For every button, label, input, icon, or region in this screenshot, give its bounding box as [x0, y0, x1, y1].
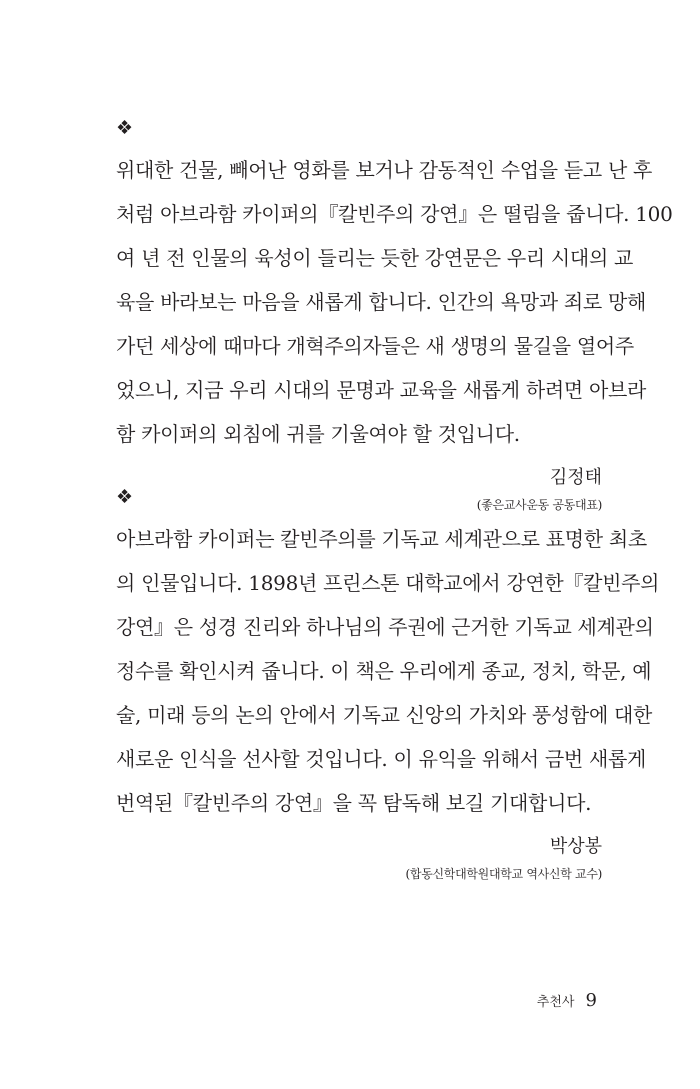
endorser-role: (좋은교사운동 공동대표) — [476, 498, 602, 512]
endorser-role: (합동신학대학원대학교 역사신학 교수) — [405, 867, 602, 881]
page-number: 9 — [585, 990, 597, 1011]
text-line: 강연』은 성경 진리와 하나님의 주권에 근거한 기독교 세계관의 — [116, 615, 654, 639]
endorser-name: 박상봉 — [549, 836, 602, 857]
endorsement-2 — [116, 486, 660, 883]
text-line: 정수를 확인시켜 줍니다. 이 책은 우리에게 종교, 정치, 학문, 예 — [116, 659, 652, 683]
page-footer — [537, 990, 597, 1011]
text-line: 함 카이퍼의 외침에 귀를 기울여야 할 것입니다. — [116, 422, 520, 446]
ornament-icon: ❖ — [116, 486, 134, 508]
endorsement-text — [116, 517, 660, 825]
ornament-icon: ❖ — [116, 117, 134, 139]
text-line: 아브라함 카이퍼는 칼빈주의를 기독교 세계관으로 표명한 최초 — [116, 527, 647, 551]
text-line: 가던 세상에 때마다 개혁주의자들은 새 생명의 물길을 열어주 — [116, 334, 634, 358]
text-line: 었으니, 지금 우리 시대의 문명과 교육을 새롭게 하려면 아브라 — [116, 378, 647, 402]
endorsement-text — [116, 148, 673, 456]
text-line: 번역된『칼빈주의 강연』을 꼭 탐독해 보길 기대합니다. — [116, 791, 592, 815]
endorser-name: 김정태 — [549, 467, 602, 488]
text-line: 위대한 건물, 빼어난 영화를 보거나 감동적인 수업을 듣고 난 후 — [116, 158, 653, 182]
text-line: 술, 미래 등의 논의 안에서 기독교 신앙의 가치와 풍성함에 대한 — [116, 703, 653, 727]
text-line: 육을 바라보는 마음을 새롭게 합니다. 인간의 욕망과 죄로 망해 — [116, 290, 647, 314]
text-line: 처럼 아브라함 카이퍼의『칼빈주의 강연』은 떨림을 줍니다. 100 — [116, 202, 673, 226]
text-line: 새로운 인식을 선사할 것입니다. 이 유익을 위해서 금번 새롭게 — [116, 747, 647, 771]
text-line: 의 인물입니다. 1898년 프린스톤 대학교에서 강연한『칼빈주의 — [116, 571, 660, 595]
text-line: 여 년 전 인물의 육성이 들리는 듯한 강연문은 우리 시대의 교 — [116, 246, 634, 270]
endorsement-1 — [116, 117, 673, 514]
section-label: 추천사 — [536, 995, 575, 1010]
